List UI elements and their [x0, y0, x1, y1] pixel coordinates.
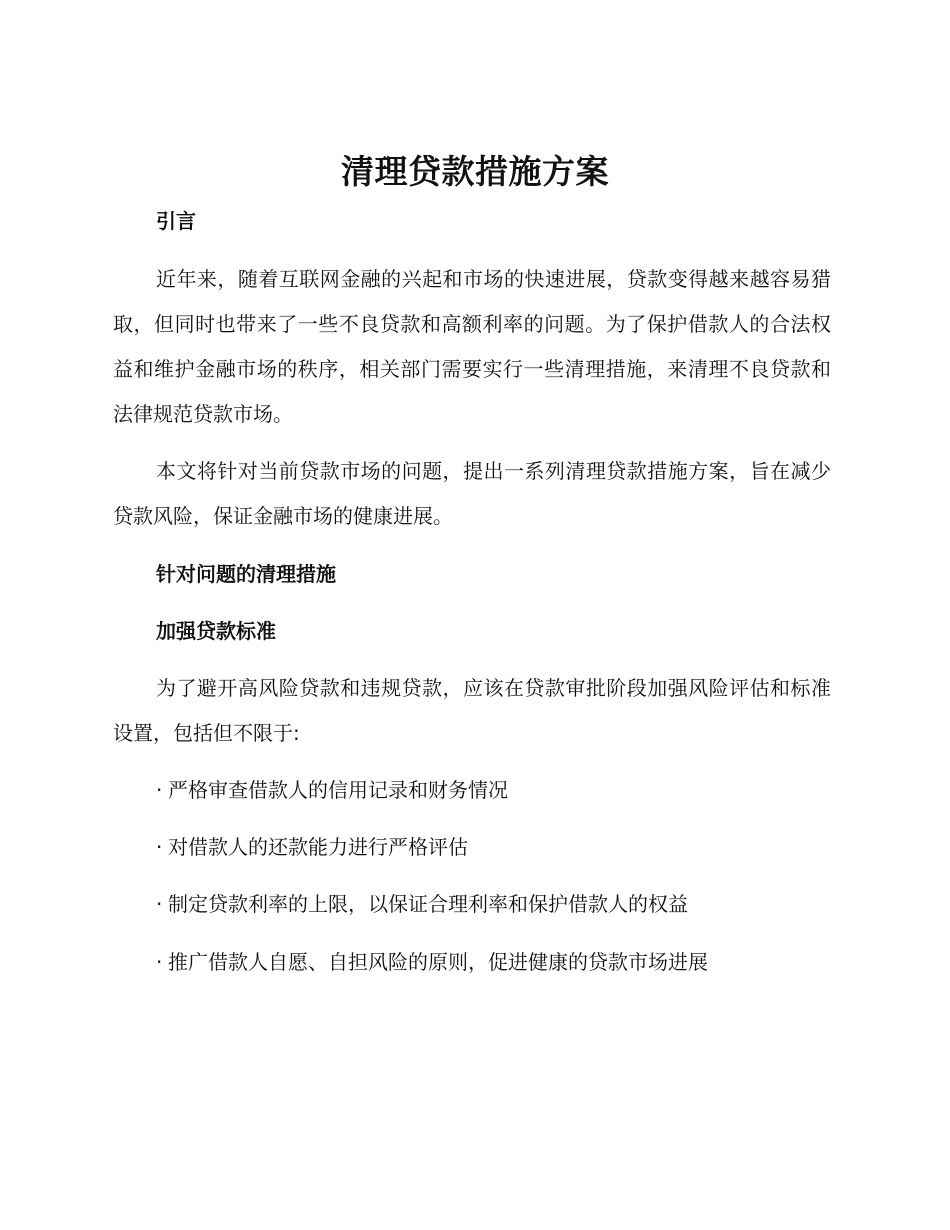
bullet-marker: · [156, 835, 163, 859]
subsection-paragraph: 为了避开高风险贷款和违规贷款，应该在贷款审批阶段加强风险评估和标准设置，包括但不限于: [113, 676, 831, 745]
list-item [156, 890, 688, 918]
section-heading: 针对问题的清理措施 [156, 562, 336, 586]
list-item-text: 制定贷款利率的上限，以保证合理利率和保护借款人的权益 [168, 892, 688, 916]
document-title: 清理贷款措施方案 [341, 152, 609, 191]
intro-paragraph-1: 近年来，随着互联网金融的兴起和市场的快速进展，贷款变得越来越容易猎取，但同时也带来了一些不良贷款和高额利率的问题。为了保护借款人的合法权益和维护金融市场的秩序，相关部门需要实行一些清理措施，来清理不良贷款和法律规范贷款市场。 [113, 267, 831, 426]
list-item-text: 推广借款人自愿、自担风险的原则，促进健康的贷款市场进展 [168, 950, 708, 974]
list-item-text: 对借款人的还款能力进行严格评估 [168, 835, 468, 859]
bullet-marker: · [156, 892, 163, 916]
list-item [156, 776, 508, 804]
list-item [156, 948, 708, 976]
bullet-marker: · [156, 778, 163, 802]
list-item-text: 严格审查借款人的信用记录和财务情况 [168, 778, 508, 802]
bullet-marker: · [156, 950, 163, 974]
list-item [156, 833, 468, 861]
subsection-heading: 加强贷款标准 [156, 619, 276, 643]
intro-heading: 引言 [156, 209, 196, 233]
intro-paragraph-2: 本文将针对当前贷款市场的问题，提出一系列清理贷款措施方案，旨在减少贷款风险，保证金融市场的健康进展。 [113, 459, 831, 528]
